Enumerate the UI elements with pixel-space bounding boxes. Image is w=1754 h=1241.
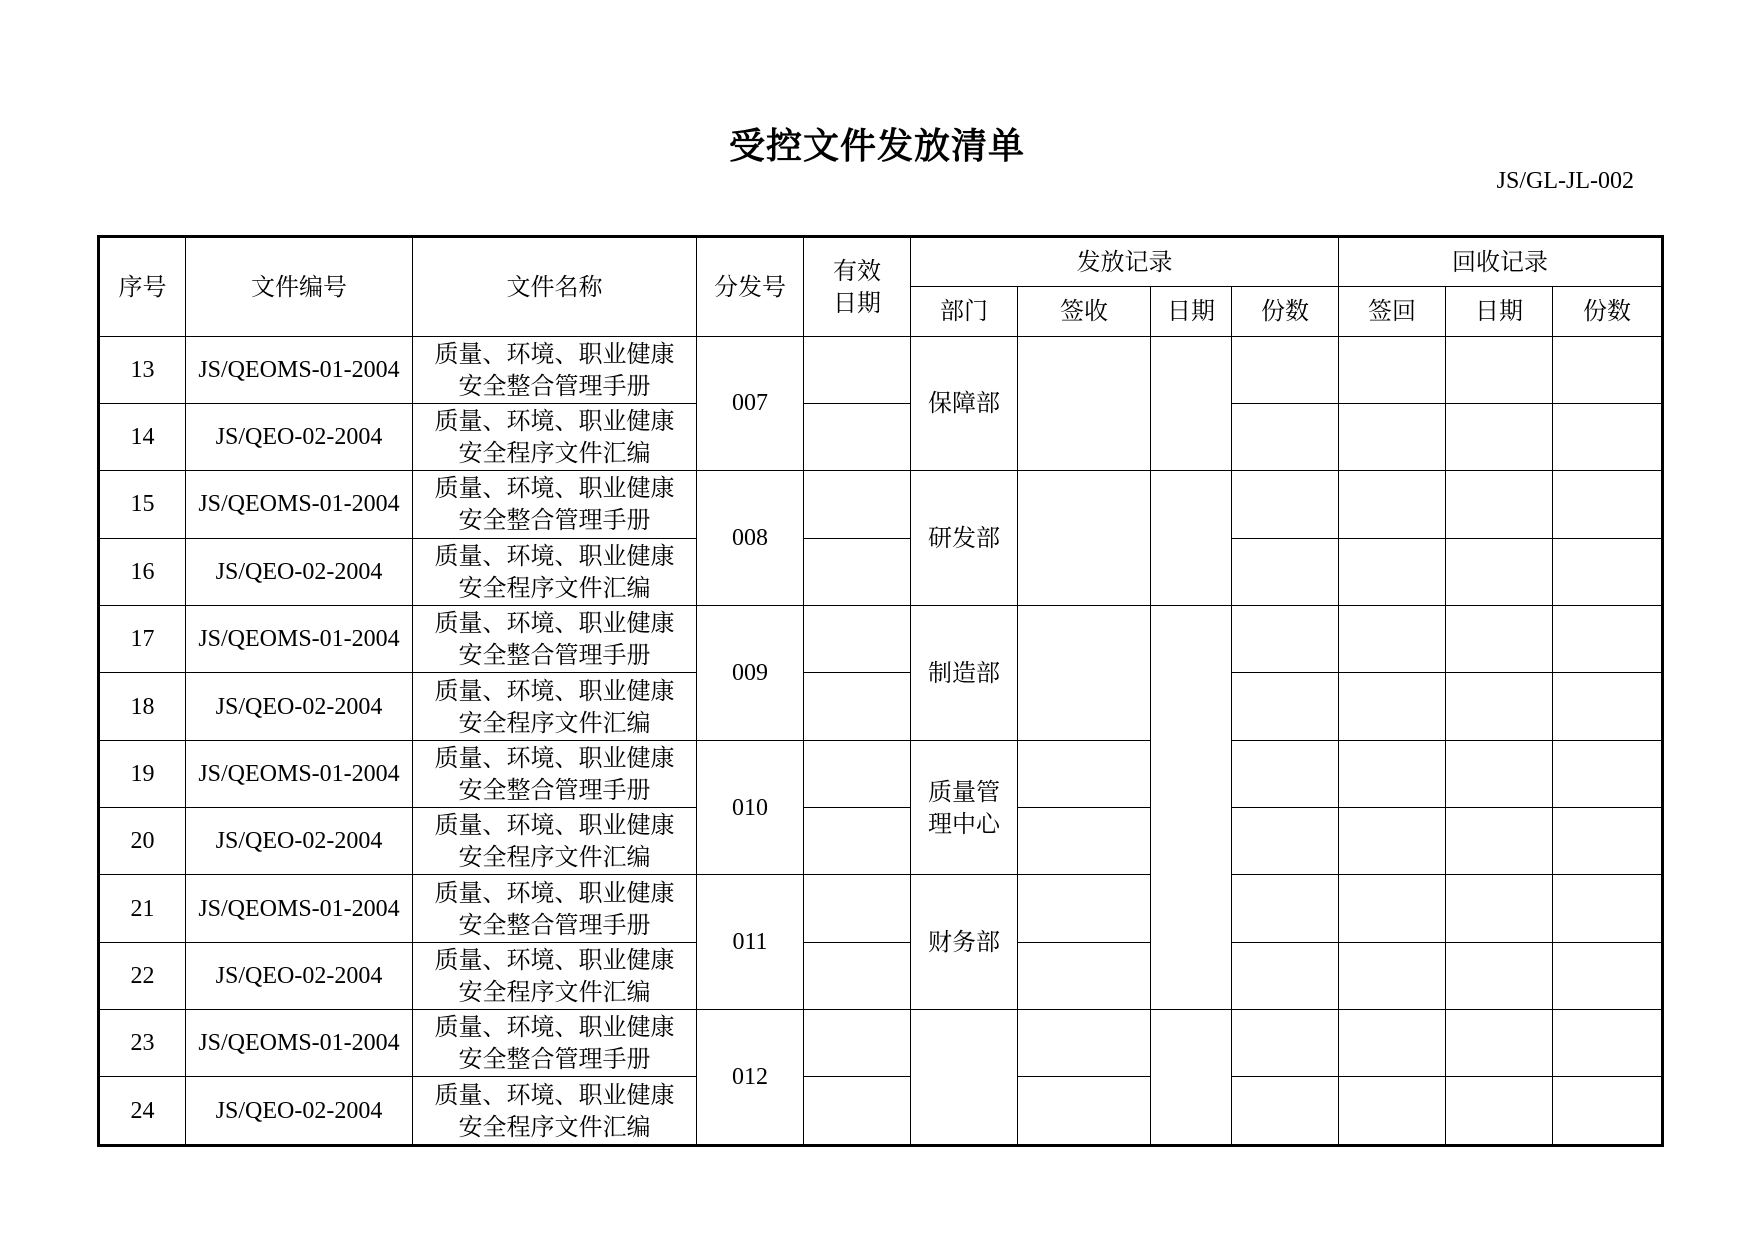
file-name-line1: 质量、环境、职业健康 <box>434 1013 675 1042</box>
sign-return-cell <box>1339 336 1446 403</box>
dept-line1: 制造部 <box>928 658 1000 687</box>
issue-copies-cell <box>1232 1077 1339 1146</box>
sign-receive-cell <box>1018 875 1151 942</box>
seq-cell: 21 <box>99 875 186 942</box>
dist-no-cell: 008 <box>697 471 804 606</box>
issue-copies-cell <box>1232 1010 1339 1077</box>
sign-receive-cell <box>1018 1077 1151 1146</box>
seq-cell: 24 <box>99 1077 186 1146</box>
file-no-cell: JS/QEOMS-01-2004 <box>186 605 413 672</box>
dist-no-cell: 011 <box>697 875 804 1010</box>
file-no-cell: JS/QEOMS-01-2004 <box>186 1010 413 1077</box>
file-no-cell: JS/QEOMS-01-2004 <box>186 875 413 942</box>
file-name-line1: 质量、环境、职业健康 <box>434 541 675 570</box>
recall-date-cell <box>1446 740 1553 807</box>
recall-copies-cell <box>1553 538 1663 605</box>
file-name-line1: 质量、环境、职业健康 <box>434 676 675 705</box>
seq-cell: 16 <box>99 538 186 605</box>
recall-copies-cell <box>1553 875 1663 942</box>
file-name-line1: 质量、环境、职业健康 <box>434 878 675 907</box>
dept-line1: 保障部 <box>928 389 1000 418</box>
dist-no-cell: 009 <box>697 605 804 740</box>
header-dept: 部门 <box>911 287 1018 336</box>
dept-line1: 财务部 <box>928 928 1000 957</box>
sign-receive-cell <box>1018 942 1151 1009</box>
header-file-name: 文件名称 <box>413 237 697 337</box>
dept-cell <box>911 875 1018 1010</box>
file-name-cell <box>413 673 697 740</box>
distribution-table <box>97 235 1664 1147</box>
file-no-cell: JS/QEOMS-01-2004 <box>186 471 413 538</box>
dist-no-cell: 010 <box>697 740 804 875</box>
file-name-line2: 安全整合管理手册 <box>458 641 651 670</box>
header-sign-receive: 签收 <box>1018 287 1151 336</box>
table-row <box>99 1077 1663 1146</box>
header-dist-no: 分发号 <box>697 237 804 337</box>
file-name-line2: 安全整合管理手册 <box>458 910 651 939</box>
file-no-cell: JS/QEOMS-01-2004 <box>186 740 413 807</box>
valid-date-cell <box>804 673 911 740</box>
header-row-1 <box>99 237 1663 287</box>
issue-copies-cell <box>1232 875 1339 942</box>
header-issue-copies: 份数 <box>1232 287 1339 336</box>
dept-cell <box>911 605 1018 740</box>
issue-date-cell <box>1151 336 1232 471</box>
table-row <box>99 471 1663 538</box>
sign-return-cell <box>1339 1077 1446 1146</box>
file-name-line2: 安全整合管理手册 <box>458 775 651 804</box>
sign-receive-cell <box>1018 740 1151 807</box>
seq-cell: 23 <box>99 1010 186 1077</box>
file-name-cell <box>413 875 697 942</box>
dept-cell <box>911 471 1018 606</box>
valid-date-cell <box>804 875 911 942</box>
header-seq: 序号 <box>99 237 186 337</box>
file-name-cell <box>413 605 697 672</box>
file-name-line1: 质量、环境、职业健康 <box>434 945 675 974</box>
file-no-cell: JS/QEO-02-2004 <box>186 673 413 740</box>
file-name-line1: 质量、环境、职业健康 <box>434 339 675 368</box>
sign-receive-cell <box>1018 1010 1151 1077</box>
seq-cell: 22 <box>99 942 186 1009</box>
recall-date-cell <box>1446 471 1553 538</box>
dept-line2: 理中心 <box>928 809 1000 838</box>
recall-date-cell <box>1446 605 1553 672</box>
sign-return-cell <box>1339 740 1446 807</box>
valid-date-cell <box>804 1077 911 1146</box>
file-no-cell: JS/QEO-02-2004 <box>186 403 413 470</box>
file-name-cell <box>413 538 697 605</box>
issue-copies-cell <box>1232 605 1339 672</box>
file-name-cell <box>413 403 697 470</box>
valid-date-cell <box>804 336 911 403</box>
file-name-line2: 安全程序文件汇编 <box>458 1112 651 1141</box>
file-name-line2: 安全程序文件汇编 <box>458 843 651 872</box>
seq-cell: 19 <box>99 740 186 807</box>
recall-copies-cell <box>1553 740 1663 807</box>
header-issue-date: 日期 <box>1151 287 1232 336</box>
sign-return-cell <box>1339 875 1446 942</box>
seq-cell: 20 <box>99 808 186 875</box>
valid-date-cell <box>804 538 911 605</box>
file-name-line1: 质量、环境、职业健康 <box>434 811 675 840</box>
table-row <box>99 605 1663 672</box>
table-row <box>99 808 1663 875</box>
sign-receive-cell <box>1018 605 1151 740</box>
header-valid-date <box>804 237 911 337</box>
sign-return-cell <box>1339 471 1446 538</box>
file-name-line1: 质量、环境、职业健康 <box>434 609 675 638</box>
file-name-cell <box>413 808 697 875</box>
seq-cell: 13 <box>99 336 186 403</box>
valid-date-cell <box>804 808 911 875</box>
seq-cell: 15 <box>99 471 186 538</box>
document-title: 受控文件发放清单 <box>728 126 1025 167</box>
recall-copies-cell <box>1553 403 1663 470</box>
recall-copies-cell <box>1553 673 1663 740</box>
header-recall-date: 日期 <box>1446 287 1553 336</box>
issue-date-cell <box>1151 1010 1232 1146</box>
recall-copies-cell <box>1553 1010 1663 1077</box>
table-row <box>99 740 1663 807</box>
header-recall-copies: 份数 <box>1553 287 1663 336</box>
table-row <box>99 673 1663 740</box>
header-sign-return: 签回 <box>1339 287 1446 336</box>
recall-date-cell <box>1446 336 1553 403</box>
dept-cell <box>911 740 1018 875</box>
recall-date-cell <box>1446 942 1553 1009</box>
valid-date-cell <box>804 471 911 538</box>
header-issue-record: 发放记录 <box>911 237 1339 287</box>
dept-cell <box>911 336 1018 471</box>
dept-line1: 质量管 <box>928 777 1000 806</box>
issue-copies-cell <box>1232 740 1339 807</box>
file-name-cell <box>413 740 697 807</box>
file-no-cell: JS/QEO-02-2004 <box>186 1077 413 1146</box>
sign-return-cell <box>1339 808 1446 875</box>
dist-no-cell: 012 <box>697 1010 804 1146</box>
valid-date-cell <box>804 942 911 1009</box>
file-no-cell: JS/QEOMS-01-2004 <box>186 336 413 403</box>
sign-return-cell <box>1339 538 1446 605</box>
header-valid-date-line1: 有效 <box>833 256 881 285</box>
recall-copies-cell <box>1553 942 1663 1009</box>
dist-no-cell: 007 <box>697 336 804 471</box>
recall-copies-cell <box>1553 808 1663 875</box>
seq-cell: 18 <box>99 673 186 740</box>
file-name-cell <box>413 471 697 538</box>
file-name-line2: 安全程序文件汇编 <box>458 708 651 737</box>
header-valid-date-line2: 日期 <box>833 288 881 317</box>
table-row <box>99 538 1663 605</box>
valid-date-cell <box>804 740 911 807</box>
file-name-line1: 质量、环境、职业健康 <box>434 474 675 503</box>
issue-copies-cell <box>1232 403 1339 470</box>
sign-receive-cell <box>1018 336 1151 471</box>
table-row <box>99 875 1663 942</box>
seq-cell: 17 <box>99 605 186 672</box>
valid-date-cell <box>804 403 911 470</box>
table-row <box>99 942 1663 1009</box>
issue-date-cell <box>1151 605 1232 1009</box>
file-name-cell <box>413 942 697 1009</box>
file-name-cell <box>413 1077 697 1146</box>
recall-copies-cell <box>1553 336 1663 403</box>
issue-copies-cell <box>1232 336 1339 403</box>
file-name-line2: 安全程序文件汇编 <box>458 977 651 1006</box>
recall-date-cell <box>1446 1077 1553 1146</box>
sign-return-cell <box>1339 673 1446 740</box>
dept-cell <box>911 1010 1018 1146</box>
file-name-line1: 质量、环境、职业健康 <box>434 1080 675 1109</box>
issue-copies-cell <box>1232 808 1339 875</box>
file-name-line1: 质量、环境、职业健康 <box>434 407 675 436</box>
sign-return-cell <box>1339 403 1446 470</box>
recall-copies-cell <box>1553 1077 1663 1146</box>
recall-date-cell <box>1446 808 1553 875</box>
file-name-line2: 安全程序文件汇编 <box>458 573 651 602</box>
seq-cell: 14 <box>99 403 186 470</box>
header-recall-record: 回收记录 <box>1339 237 1663 287</box>
recall-date-cell <box>1446 673 1553 740</box>
dept-line1: 研发部 <box>928 524 1000 553</box>
issue-copies-cell <box>1232 942 1339 1009</box>
issue-copies-cell <box>1232 471 1339 538</box>
file-name-cell <box>413 336 697 403</box>
issue-copies-cell <box>1232 538 1339 605</box>
file-name-line2: 安全整合管理手册 <box>458 1045 651 1074</box>
recall-date-cell <box>1446 538 1553 605</box>
recall-copies-cell <box>1553 605 1663 672</box>
table-row <box>99 336 1663 403</box>
issue-date-cell <box>1151 471 1232 606</box>
sign-return-cell <box>1339 605 1446 672</box>
file-name-cell <box>413 1010 697 1077</box>
valid-date-cell <box>804 605 911 672</box>
recall-copies-cell <box>1553 471 1663 538</box>
sign-return-cell <box>1339 1010 1446 1077</box>
recall-date-cell <box>1446 1010 1553 1077</box>
file-name-line1: 质量、环境、职业健康 <box>434 743 675 772</box>
recall-date-cell <box>1446 875 1553 942</box>
recall-date-cell <box>1446 403 1553 470</box>
sign-return-cell <box>1339 942 1446 1009</box>
document-code: JS/GL-JL-002 <box>1496 168 1634 194</box>
sign-receive-cell <box>1018 471 1151 606</box>
file-name-line2: 安全整合管理手册 <box>458 371 651 400</box>
file-no-cell: JS/QEO-02-2004 <box>186 942 413 1009</box>
file-no-cell: JS/QEO-02-2004 <box>186 808 413 875</box>
file-no-cell: JS/QEO-02-2004 <box>186 538 413 605</box>
sign-receive-cell <box>1018 808 1151 875</box>
table-row <box>99 403 1663 470</box>
issue-copies-cell <box>1232 673 1339 740</box>
valid-date-cell <box>804 1010 911 1077</box>
file-name-line2: 安全整合管理手册 <box>458 506 651 535</box>
table-row <box>99 1010 1663 1077</box>
file-name-line2: 安全程序文件汇编 <box>458 439 651 468</box>
header-file-no: 文件编号 <box>186 237 413 337</box>
